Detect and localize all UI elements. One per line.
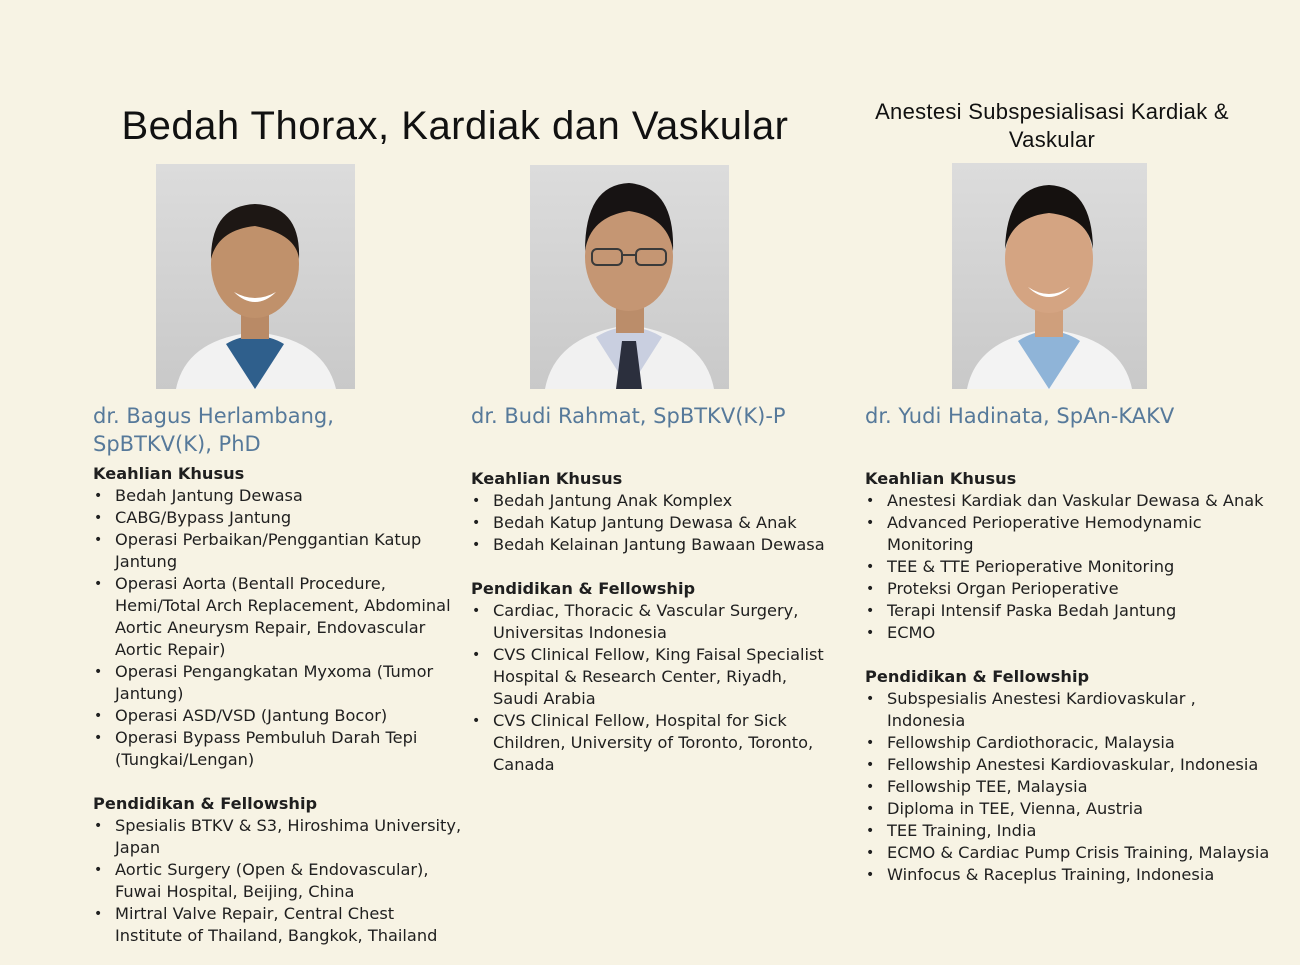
list-item: • Bedah Jantung Anak Komplex — [471, 490, 831, 512]
section-heading-anesthesia: Anestesi Subspesialisasi Kardiak & Vaskular — [875, 99, 1229, 152]
expertise-title: Keahlian Khusus — [93, 464, 245, 483]
list-item: • Operasi Bypass Pembuluh Darah Tepi (Tungkai/Lengan) — [93, 727, 463, 771]
list-item: • Bedah Jantung Dewasa — [93, 485, 463, 507]
list-item: • Bedah Kelainan Jantung Bawaan Dewasa — [471, 534, 831, 556]
list-item: • Aortic Surgery (Open & Endovascular), Fuwai Hospital, Beijing, China — [93, 859, 463, 903]
portrait-icon — [156, 164, 355, 389]
list-item: • ECMO & Cardiac Pump Crisis Training, Malaysia — [865, 842, 1275, 864]
list-item: • TEE & TTE Perioperative Monitoring — [865, 556, 1275, 578]
education-list — [93, 815, 463, 947]
list-item: • CVS Clinical Fellow, Hospital for Sick Children, University of Toronto, Toronto, Canada — [471, 710, 831, 776]
list-item: • Cardiac, Thoracic & Vascular Surgery, Universitas Indonesia — [471, 600, 831, 644]
list-item: • Terapi Intensif Paska Bedah Jantung — [865, 600, 1275, 622]
list-item: • Proteksi Organ Perioperative — [865, 578, 1275, 600]
doctor-photo-bagus — [156, 164, 355, 389]
education-title: Pendidikan & Fellowship — [93, 794, 318, 813]
list-item: • Subspesialis Anestesi Kardiovaskular , Indonesia — [865, 688, 1275, 732]
doctor-photo-yudi — [952, 163, 1147, 389]
doctor-photo-budi — [530, 165, 729, 389]
portrait-icon — [952, 163, 1147, 389]
expertise-list — [471, 490, 831, 556]
portrait-icon — [530, 165, 729, 389]
list-item: • Fellowship Anestesi Kardiovaskular, Indonesia — [865, 754, 1275, 776]
list-item: • Bedah Katup Jantung Dewasa & Anak — [471, 512, 831, 534]
expertise-title: Keahlian Khusus — [471, 469, 623, 488]
list-item: • Anestesi Kardiak dan Vaskular Dewasa & Anak — [865, 490, 1275, 512]
list-item: • Operasi Pengangkatan Myxoma (Tumor Jantung) — [93, 661, 463, 705]
list-item: • Advanced Perioperative Hemodynamic Monitoring — [865, 512, 1275, 556]
list-item: • Operasi Perbaikan/Penggantian Katup Jantung — [93, 529, 463, 573]
education-list — [471, 600, 831, 776]
list-item: • ECMO — [865, 622, 1275, 644]
list-item: • Operasi ASD/VSD (Jantung Bocor) — [93, 705, 463, 727]
doctor-details-yudi — [865, 468, 1275, 886]
list-item: • Diploma in TEE, Vienna, Austria — [865, 798, 1275, 820]
doctor-name-bagus: dr. Bagus Herlambang, SpBTKV(K), PhD — [93, 404, 334, 456]
doctor-name-budi: dr. Budi Rahmat, SpBTKV(K)-P — [471, 404, 786, 428]
expertise-title: Keahlian Khusus — [865, 469, 1017, 488]
education-title: Pendidikan & Fellowship — [471, 579, 696, 598]
doctor-name-yudi: dr. Yudi Hadinata, SpAn-KAKV — [865, 404, 1175, 428]
expertise-list — [93, 485, 463, 771]
education-list — [865, 688, 1275, 886]
list-item: • Mirtral Valve Repair, Central Chest Institute of Thailand, Bangkok, Thailand — [93, 903, 463, 947]
list-item: • Fellowship Cardiothoracic, Malaysia — [865, 732, 1275, 754]
list-item: • Spesialis BTKV & S3, Hiroshima University, Japan — [93, 815, 463, 859]
list-item: • Winfocus & Raceplus Training, Indonesia — [865, 864, 1275, 886]
education-title: Pendidikan & Fellowship — [865, 667, 1090, 686]
doctor-details-bagus — [93, 463, 463, 947]
section-heading-surgery: Bedah Thorax, Kardiak dan Vaskular — [121, 104, 789, 148]
list-item: • CABG/Bypass Jantung — [93, 507, 463, 529]
list-item: • Fellowship TEE, Malaysia — [865, 776, 1275, 798]
expertise-list — [865, 490, 1275, 644]
list-item: • Operasi Aorta (Bentall Procedure, Hemi/Total Arch Replacement, Abdominal Aortic Aneurysm Repair, Endovascular Aortic Repair) — [93, 573, 463, 661]
doctor-details-budi — [471, 468, 831, 776]
list-item: • CVS Clinical Fellow, King Faisal Specialist Hospital & Research Center, Riyadh, Saudi Arabia — [471, 644, 831, 710]
list-item: • TEE Training, India — [865, 820, 1275, 842]
